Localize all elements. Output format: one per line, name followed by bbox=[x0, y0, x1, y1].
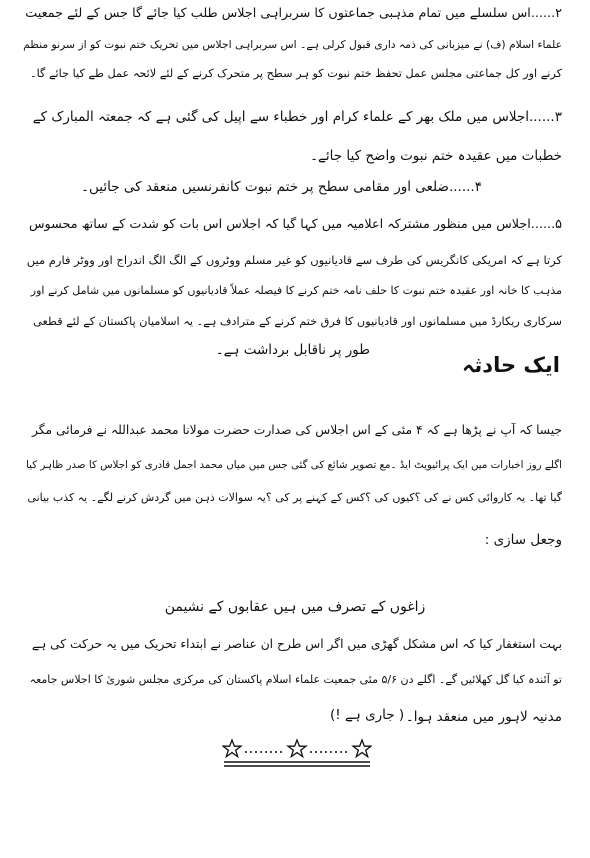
star-icon bbox=[223, 740, 241, 757]
paragraph-6-line-3: گیا تھا۔ یہ کاروائی کس نے کی ؟کیوں کی ؟کس کے کہنے پر کی ؟یہ سوالات ذہن میں گردش کرنے لگے۔ یہ کذب بیانی bbox=[27, 491, 562, 504]
star-icon bbox=[288, 740, 306, 757]
paragraph-2-line-2: علماء اسلام (ف) نے میزبانی کی ذمہ داری قبول کرلی ہے۔ اس سربراہی اجلاس میں تحریک ختم نبوت کو از سرنو منظم bbox=[23, 38, 562, 51]
paragraph-5-line-1: ۵......اجلاس میں منظور مشترکہ اعلامیہ میں کہا گیا کہ اجلاس اس بات کو شدت کے ساتھ محسوس bbox=[28, 217, 562, 232]
paragraph-6-line-1: جیسا کہ آپ نے پڑھا ہے کہ ۴ مئی کے اس اجلاس کی صدارت حضرت مولانا محمد عبداللہ نے فرمائی مگر bbox=[32, 423, 562, 437]
paragraph-7-line-3: مدنیہ لاہور میں منعقد ہوا۔ bbox=[405, 709, 562, 725]
paragraph-6-line-2: اگلے روز اخبارات میں ایک پرائیویٹ ایڈ ۔مع تصویر شائع کی گئی جس میں میاں محمد اجمل قادری کو اجلاس کا صدر ظاہر کیا bbox=[25, 459, 562, 471]
paragraph-7-line-2: تو آئندہ کیا گل کھلائیں گے۔ اگلے دن ۵/۶ مئی جمعیت علماء اسلام پاکستان کی مرکزی مجلس شوریٰ کا اجلاس جامعہ bbox=[29, 673, 562, 686]
paragraph-5-line-2: کرتا ہے کہ امریکی کانگریس کی طرف سے قادیانیوں کو غیر مسلم ووٹروں کے الگ الگ اندراج اور ووٹر فارم میں bbox=[26, 253, 562, 267]
continued-note: ( جاری ہے !) bbox=[330, 707, 405, 723]
paragraph-5-line-3: مذہب کا خانہ اور عقیدہ ختم نبوت کا حلف نامہ ختم کرنے کا فیصلہ عملاً قادیانیوں کو مسلمانوں میں شامل کرنے اور bbox=[30, 284, 562, 297]
paragraph-5-line-5: طور پر ناقابل برداشت ہے۔ bbox=[215, 342, 370, 358]
paragraph-6-line-4: وجعل سازی : bbox=[484, 532, 562, 548]
section-heading: ایک حادثہ bbox=[462, 353, 560, 377]
star-icon bbox=[353, 740, 371, 757]
paragraph-5-line-4: سرکاری ریکارڈ میں مسلمانوں اور قادیانیوں کا فرق ختم کرنے کے مترادف ہے۔ یہ اسلامیان پاکستان کے لئے قطعی bbox=[33, 315, 562, 328]
paragraph-2-line-1: ۲......اس سلسلے میں تمام مذہبی جماعتوں کا سربراہی اجلاس طلب کیا جائے گا جس کے لئے جمعیت bbox=[25, 6, 562, 21]
paragraph-2-line-3: کرنے اور کل جماعتی مجلس عمل تحفظ ختم نبوت کو ہر سطح پر متحرک کرنے کے لئے لائحہ عمل طے کیا جائے گا۔ bbox=[30, 67, 562, 80]
poetry-verse: زاغوں کے تصرف میں ہیں عقابوں کے نشیمن bbox=[164, 599, 426, 615]
paragraph-7-line-1: بہت استغفار کیا کہ اس مشکل گھڑی میں اگر اس طرح ان عناصر نے ابتداء تحریک میں یہ حرکت کی ہے bbox=[31, 637, 562, 651]
paragraph-4: ۴......ضلعی اور مقامی سطح پر ختم نبوت کانفرنسیں منعقد کی جائیں۔ bbox=[81, 179, 482, 195]
paragraph-3-line-2: خطبات میں عقیدہ ختم نبوت واضح کیا جائے۔ bbox=[310, 148, 562, 164]
paragraph-3-line-1: ۳......اجلاس میں ملک بھر کے علماء کرام اور خطباء سے اپیل کی گئی ہے کہ جمعتہ المبارک کے bbox=[32, 109, 562, 125]
star-ornament-divider bbox=[222, 738, 372, 772]
